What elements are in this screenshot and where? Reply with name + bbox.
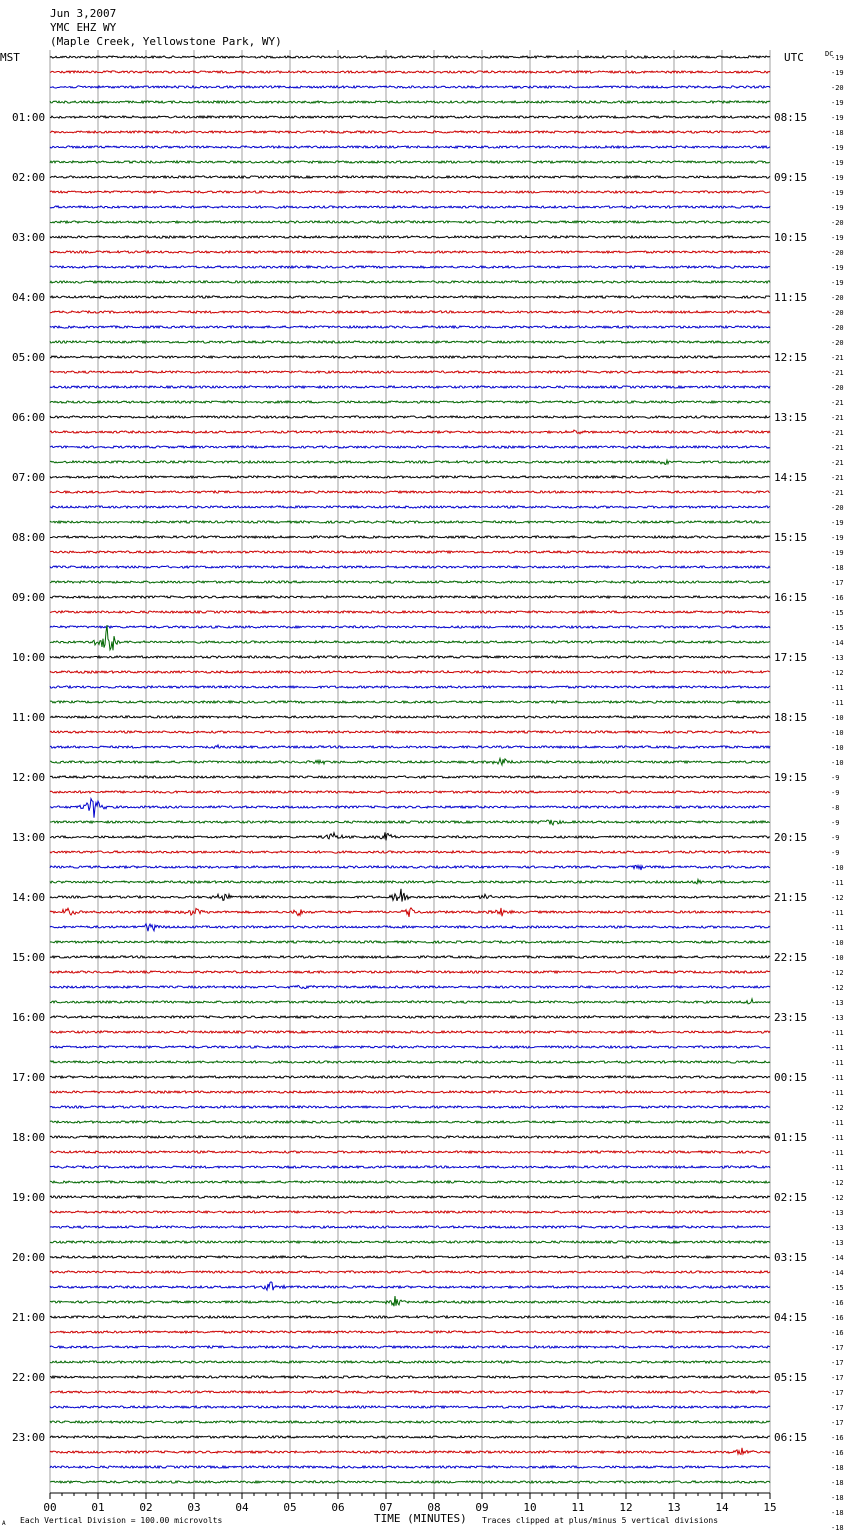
dc-offset-label: -12	[831, 1179, 844, 1187]
trace-line	[50, 460, 770, 464]
mst-hour-label: 06:00	[12, 411, 46, 424]
trace-line	[50, 820, 770, 825]
utc-hour-label: 13:15	[774, 411, 808, 424]
utc-hour-label: 10:15	[774, 231, 808, 244]
dc-offset-label: -12	[831, 669, 844, 677]
dc-offset-label: -20	[831, 249, 844, 257]
utc-hour-labels	[774, 111, 807, 1444]
x-tick-label: 12	[619, 1501, 633, 1514]
dc-offset-label: -9	[831, 789, 840, 797]
trace-line	[50, 236, 770, 238]
utc-hour-label: 06:15	[774, 1431, 808, 1444]
utc-hour-label: 18:15	[774, 711, 808, 724]
trace-line	[50, 1282, 770, 1290]
scale-mark: A	[2, 1520, 6, 1527]
dc-offset-label: -21	[831, 489, 844, 497]
x-axis	[43, 1493, 776, 1514]
dc-offset-label: -12	[831, 984, 844, 992]
utc-hour-label: 11:15	[774, 291, 808, 304]
utc-hour-label: 05:15	[774, 1371, 808, 1384]
trace-line	[50, 776, 770, 778]
dc-offset-label: -13	[831, 999, 844, 1007]
trace-line	[50, 206, 770, 208]
dc-offset-labels	[831, 54, 844, 1534]
dc-offset-label: -20	[831, 309, 844, 317]
trace-line	[50, 799, 770, 818]
dc-offset-label: -17	[831, 1359, 844, 1367]
trace-line	[50, 116, 770, 118]
utc-hour-label: 12:15	[774, 351, 808, 364]
dc-offset-label: -12	[831, 969, 844, 977]
header-date: Jun 3,2007	[50, 7, 117, 20]
trace-line	[50, 731, 770, 733]
trace-line	[50, 1151, 770, 1153]
trace-line	[50, 941, 770, 943]
x-tick-label: 05	[283, 1501, 297, 1514]
dc-offset-label: -21	[831, 429, 844, 437]
trace-line	[50, 296, 770, 298]
trace-line	[50, 1256, 770, 1258]
trace-line	[50, 1481, 770, 1483]
trace-line	[50, 1421, 770, 1423]
trace-line	[50, 1166, 770, 1168]
mst-hour-label: 18:00	[12, 1131, 46, 1144]
utc-hour-label: 19:15	[774, 771, 808, 784]
mst-hour-label: 10:00	[12, 651, 46, 664]
trace-line	[50, 521, 770, 523]
dc-offset-label: -21	[831, 369, 844, 377]
dc-offset-label: -15	[831, 624, 844, 632]
utc-hour-label: 21:15	[774, 891, 808, 904]
utc-hour-label: 22:15	[774, 951, 808, 964]
trace-line	[50, 476, 770, 478]
dc-offset-label: -10	[831, 714, 844, 722]
trace-line	[50, 851, 770, 853]
mst-hour-label: 11:00	[12, 711, 46, 724]
dc-offset-label: -17	[831, 1374, 844, 1382]
trace-line	[50, 341, 770, 343]
trace-line	[50, 566, 770, 568]
trace-line	[50, 924, 770, 931]
dc-offset-label: -13	[831, 654, 844, 662]
dc-offset-label: -19	[831, 534, 844, 542]
dc-offset-label: -19	[831, 99, 844, 107]
x-tick-label: 03	[187, 1501, 201, 1514]
x-tick-label: 02	[139, 1501, 153, 1514]
dc-offset-label: -11	[831, 909, 844, 917]
mst-hour-label: 03:00	[12, 231, 46, 244]
dc-offset-label: -19	[831, 174, 844, 182]
dc-offset-label: -19	[831, 279, 844, 287]
trace-line	[50, 281, 770, 283]
dc-offset-label: -19	[831, 519, 844, 527]
trace-line	[50, 1391, 770, 1393]
dc-offset-label: -11	[831, 1044, 844, 1052]
dc-offset-label: -10	[831, 864, 844, 872]
x-tick-label: 13	[667, 1501, 681, 1514]
trace-line	[50, 1346, 770, 1348]
dc-offset-label: -11	[831, 1074, 844, 1082]
trace-line	[50, 999, 770, 1004]
dc-offset-label: -10	[831, 939, 844, 947]
dc-offset-label: -13	[831, 1239, 844, 1247]
trace-line	[50, 191, 770, 193]
utc-hour-label: 14:15	[774, 471, 808, 484]
dc-offset-label: -19	[831, 549, 844, 557]
trace-line	[50, 686, 770, 688]
trace-line	[50, 86, 770, 88]
trace-line	[50, 56, 770, 58]
dc-offset-label: -9	[831, 849, 840, 857]
utc-hour-label: 16:15	[774, 591, 808, 604]
trace-line	[50, 791, 770, 793]
trace-line	[50, 1061, 770, 1063]
mst-hour-label: 16:00	[12, 1011, 46, 1024]
mst-hour-label: 01:00	[12, 111, 46, 124]
dc-offset-label: -16	[831, 1314, 844, 1322]
x-tick-label: 04	[235, 1501, 249, 1514]
dc-offset-label: -17	[831, 1404, 844, 1412]
dc-offset-label: -9	[831, 834, 840, 842]
trace-line	[50, 176, 770, 178]
trace-line	[50, 326, 770, 328]
mst-hour-label: 19:00	[12, 1191, 46, 1204]
utc-hour-label: 15:15	[774, 531, 808, 544]
dc-offset-label: -19	[831, 234, 844, 242]
dc-offset-label: -11	[831, 1134, 844, 1142]
trace-line	[50, 251, 770, 253]
mst-hour-label: 17:00	[12, 1071, 46, 1084]
trace-line	[50, 401, 770, 403]
dc-offset-label: -20	[831, 384, 844, 392]
trace-line	[50, 880, 770, 884]
dc-offset-label: -20	[831, 339, 844, 347]
dc-offset-label: -14	[831, 1254, 844, 1262]
trace-line	[50, 1271, 770, 1273]
trace-line	[50, 1376, 770, 1378]
dc-offset-label: -17	[831, 579, 844, 587]
utc-hour-label: 20:15	[774, 831, 808, 844]
mst-hour-labels	[12, 111, 45, 1444]
left-zone-label: MST	[0, 51, 20, 64]
dc-offset-label: -13	[831, 1014, 844, 1022]
dc-offset-label: -18	[831, 1479, 844, 1487]
x-tick-label: 14	[715, 1501, 729, 1514]
dc-offset-label: -21	[831, 459, 844, 467]
dc-label: DC	[825, 50, 834, 58]
trace-line	[50, 446, 770, 448]
dc-offset-label: -16	[831, 1329, 844, 1337]
dc-offset-label: -17	[831, 1344, 844, 1352]
trace-line	[50, 101, 770, 103]
dc-offset-label: -19	[831, 189, 844, 197]
trace-line	[50, 551, 770, 553]
utc-hour-label: 09:15	[774, 171, 808, 184]
trace-line	[50, 758, 770, 765]
trace-line	[50, 430, 770, 434]
dc-offset-label: -11	[831, 1149, 844, 1157]
trace-line	[50, 1226, 770, 1228]
trace-line	[50, 626, 770, 628]
dc-offset-label: -11	[831, 879, 844, 887]
dc-offset-label: -9	[831, 774, 840, 782]
trace-line	[50, 1136, 770, 1138]
dc-offset-label: -11	[831, 924, 844, 932]
trace-line	[50, 985, 770, 988]
dc-offset-label: -11	[831, 1059, 844, 1067]
trace-line	[50, 971, 770, 973]
dc-offset-label: -19	[831, 114, 844, 122]
x-axis-title: TIME (MINUTES)	[374, 1512, 467, 1525]
dc-offset-label: -17	[831, 1389, 844, 1397]
trace-line	[50, 1091, 770, 1093]
dc-offset-label: -19	[831, 69, 844, 77]
dc-offset-label: -19	[831, 159, 844, 167]
dc-offset-label: -21	[831, 414, 844, 422]
mst-hour-label: 20:00	[12, 1251, 46, 1264]
dc-offset-label: -16	[831, 1449, 844, 1457]
x-tick-label: 01	[91, 1501, 105, 1514]
clip-note: Traces clipped at plus/minus 5 vertical divisions	[482, 1516, 719, 1525]
utc-hour-label: 00:15	[774, 1071, 808, 1084]
trace-line	[50, 1466, 770, 1468]
header-location: (Maple Creek, Yellowstone Park, WY)	[50, 35, 282, 48]
dc-offset-label: -19	[831, 144, 844, 152]
x-tick-label: 15	[763, 1501, 777, 1514]
dc-offset-label: -18	[831, 564, 844, 572]
dc-offset-label: -19	[831, 54, 844, 62]
trace-line	[50, 908, 770, 917]
dc-offset-label: -8	[831, 804, 840, 812]
dc-offset-label: -11	[831, 1089, 844, 1097]
mst-hour-label: 15:00	[12, 951, 46, 964]
trace-line	[50, 889, 770, 902]
dc-offset-label: -20	[831, 324, 844, 332]
trace-line	[50, 596, 770, 598]
dc-offset-label: -19	[831, 204, 844, 212]
dc-offset-label: -21	[831, 354, 844, 362]
dc-offset-label: -18	[831, 1524, 844, 1532]
utc-hour-label: 04:15	[774, 1311, 808, 1324]
trace-line	[50, 416, 770, 418]
trace-line	[50, 161, 770, 163]
dc-offset-label: -10	[831, 954, 844, 962]
dc-offset-label: -17	[831, 1419, 844, 1427]
trace-line	[50, 832, 770, 840]
trace-line	[50, 221, 770, 223]
dc-offset-label: -12	[831, 1104, 844, 1112]
trace-line	[50, 1121, 770, 1123]
dc-offset-label: -20	[831, 219, 844, 227]
trace-line	[50, 671, 770, 673]
dc-offset-label: -9	[831, 819, 840, 827]
trace-line	[50, 956, 770, 958]
trace-line	[50, 1436, 770, 1438]
dc-offset-label: -16	[831, 594, 844, 602]
dc-offset-label: -13	[831, 1224, 844, 1232]
utc-hour-label: 17:15	[774, 651, 808, 664]
dc-offset-label: -15	[831, 1284, 844, 1292]
dc-offset-label: -14	[831, 639, 844, 647]
mst-hour-label: 09:00	[12, 591, 46, 604]
mst-hour-label: 02:00	[12, 171, 46, 184]
x-tick-label: 07	[379, 1501, 393, 1514]
mst-hour-label: 07:00	[12, 471, 46, 484]
dc-offset-label: -13	[831, 1209, 844, 1217]
mst-hour-label: 23:00	[12, 1431, 46, 1444]
trace-line	[50, 625, 770, 650]
dc-offset-label: -11	[831, 1164, 844, 1172]
trace-line	[50, 266, 770, 268]
trace-line	[50, 701, 770, 703]
dc-offset-label: -20	[831, 84, 844, 92]
right-zone-label: UTC	[784, 51, 804, 64]
trace-line	[50, 1316, 770, 1318]
trace-line	[50, 611, 770, 613]
dc-offset-label: -11	[831, 699, 844, 707]
dc-offset-label: -14	[831, 1269, 844, 1277]
seismic-traces	[50, 56, 770, 1483]
trace-line	[50, 71, 770, 73]
dc-offset-label: -18	[831, 1509, 844, 1517]
trace-line	[50, 1181, 770, 1183]
trace-line	[50, 356, 770, 358]
trace-line	[50, 386, 770, 388]
x-tick-label: 06	[331, 1501, 345, 1514]
dc-offset-label: -18	[831, 1464, 844, 1472]
dc-offset-label: -10	[831, 744, 844, 752]
utc-hour-label: 02:15	[774, 1191, 808, 1204]
dc-offset-label: -18	[831, 129, 844, 137]
mst-hour-label: 14:00	[12, 891, 46, 904]
trace-line	[50, 1406, 770, 1408]
trace-line	[50, 1296, 770, 1306]
trace-line	[50, 1361, 770, 1363]
dc-offset-label: -15	[831, 609, 844, 617]
dc-offset-label: -19	[831, 264, 844, 272]
dc-offset-label: -21	[831, 444, 844, 452]
dc-offset-label: -20	[831, 504, 844, 512]
dc-offset-label: -11	[831, 1029, 844, 1037]
dc-offset-label: -11	[831, 684, 844, 692]
utc-hour-label: 03:15	[774, 1251, 808, 1264]
trace-line	[50, 1016, 770, 1018]
dc-offset-label: -20	[831, 294, 844, 302]
dc-offset-label: -10	[831, 759, 844, 767]
trace-line	[50, 1106, 770, 1108]
trace-line	[50, 865, 770, 870]
mst-hour-label: 05:00	[12, 351, 46, 364]
trace-line	[50, 745, 770, 748]
trace-line	[50, 1076, 770, 1078]
dc-offset-label: -12	[831, 894, 844, 902]
trace-line	[50, 491, 770, 493]
dc-offset-label: -16	[831, 1299, 844, 1307]
dc-offset-label: -16	[831, 1434, 844, 1442]
trace-line	[50, 1331, 770, 1333]
division-note: Each Vertical Division = 100.00 microvolts	[20, 1516, 223, 1525]
trace-line	[50, 536, 770, 538]
trace-line	[50, 131, 770, 133]
dc-offset-label: -18	[831, 1494, 844, 1502]
dc-offset-label: -21	[831, 474, 844, 482]
trace-line	[50, 1241, 770, 1243]
mst-hour-label: 04:00	[12, 291, 46, 304]
trace-line	[50, 581, 770, 583]
x-tick-label: 09	[475, 1501, 489, 1514]
x-tick-label: 00	[43, 1501, 57, 1514]
trace-line	[50, 146, 770, 148]
x-tick-label: 10	[523, 1501, 537, 1514]
dc-offset-label: -11	[831, 1119, 844, 1127]
trace-line	[50, 1448, 770, 1455]
trace-line	[50, 311, 770, 313]
trace-line	[50, 656, 770, 658]
trace-line	[50, 371, 770, 373]
trace-line	[50, 1046, 770, 1048]
trace-line	[50, 1211, 770, 1213]
trace-line	[50, 1196, 770, 1198]
x-tick-label: 08	[427, 1501, 441, 1514]
x-tick-label: 11	[571, 1501, 585, 1514]
mst-hour-label: 22:00	[12, 1371, 46, 1384]
utc-hour-label: 01:15	[774, 1131, 808, 1144]
trace-line	[50, 716, 770, 718]
mst-hour-label: 08:00	[12, 531, 46, 544]
trace-line	[50, 506, 770, 508]
utc-hour-label: 23:15	[774, 1011, 808, 1024]
dc-offset-label: -21	[831, 399, 844, 407]
dc-offset-label: -12	[831, 1194, 844, 1202]
mst-hour-label: 21:00	[12, 1311, 46, 1324]
utc-hour-label: 08:15	[774, 111, 808, 124]
trace-line	[50, 1031, 770, 1033]
mst-hour-label: 13:00	[12, 831, 46, 844]
dc-offset-label: -10	[831, 729, 844, 737]
mst-hour-label: 12:00	[12, 771, 46, 784]
header-station: YMC EHZ WY	[50, 21, 117, 34]
